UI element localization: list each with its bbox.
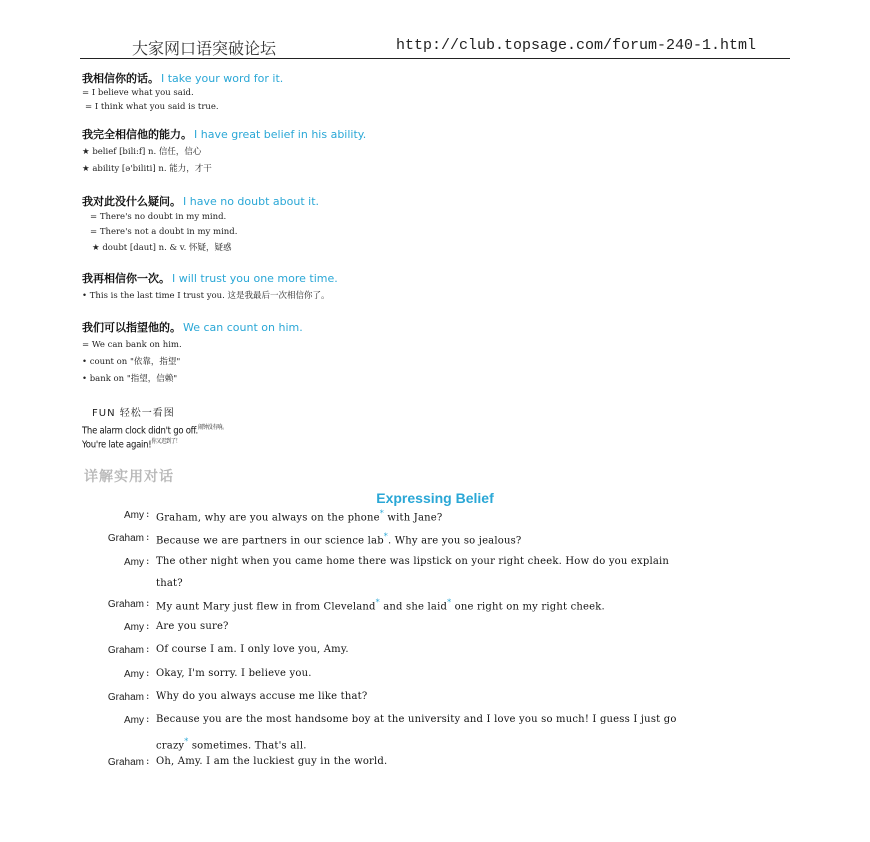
phrase-en: We can count on him. [183, 321, 303, 334]
phrase-block [82, 320, 303, 388]
line-text: Are you sure? [156, 621, 229, 632]
dialogue-line [0, 667, 870, 685]
phrase-title [82, 320, 303, 335]
colon: : [146, 668, 150, 679]
phrase-block [82, 127, 366, 178]
phrase-cn: 我相信你的话。 [82, 72, 159, 85]
line-text: The other night when you came home there was lipstick on your right cheek. How do you explain [156, 556, 670, 567]
phrase-note: ★ belief [bili:f] n. 信任，信心 [82, 147, 202, 157]
speaker-name: Graham [107, 692, 144, 703]
dialogue-line [0, 755, 870, 773]
phrase-note: = There's no doubt in my mind. [90, 212, 227, 222]
dialogue-line [0, 597, 870, 615]
footnote-star: * [447, 598, 452, 607]
phrase-note: ★ ability [ə'biliti] n. 能力，才干 [82, 164, 212, 174]
line-text: Because we are partners in our science lab*. Why are you so jealous? [156, 532, 522, 547]
colon: : [146, 691, 150, 702]
phrase-note: • This is the last time I trust you. 这是我最后一次相信你了。 [82, 291, 330, 301]
footnote-star: * [375, 598, 380, 607]
phrase-block [82, 71, 283, 114]
phrase-title [82, 194, 319, 209]
fun-line-text: The alarm clock didn't go off. [82, 425, 198, 437]
phrase-block [82, 194, 319, 256]
colon: : [146, 714, 150, 725]
line-text: Okay, I'm sorry. I believe you. [156, 668, 312, 679]
line-text: Of course I am. I only love you, Amy. [156, 644, 349, 655]
phrase-note: • bank on "指望，信赖" [82, 374, 178, 384]
fun-line-note: 你又迟到了！ [151, 438, 181, 446]
dialogue-line [0, 643, 870, 661]
footnote-star: * [383, 532, 388, 541]
colon: : [146, 621, 150, 632]
forum-url: http://club.topsage.com/forum-240-1.html [396, 37, 757, 54]
phrase-note: = There's not a doubt in my mind. [90, 227, 238, 237]
dialogue-line-continued [0, 736, 870, 754]
speaker-name: Amy [124, 622, 144, 633]
colon: : [146, 532, 150, 543]
phrase-block [82, 271, 338, 305]
speaker-name: Amy [124, 557, 144, 568]
speaker-name: Graham [107, 599, 144, 610]
line-text: Why do you always accuse me like that? [156, 691, 368, 702]
line-text: Because you are the most handsome boy at the university and I love you so much! I guess I just go [156, 714, 677, 725]
footnote-star: * [184, 737, 189, 746]
colon: : [146, 644, 150, 655]
phrase-note: = We can bank on him. [82, 340, 182, 350]
speaker-name: Amy [124, 715, 144, 726]
fun-title [92, 404, 175, 419]
phrase-cn: 我再相信你一次。 [82, 272, 170, 285]
colon: : [146, 756, 150, 767]
phrase-cn: 我完全相信他的能力。 [82, 128, 192, 141]
fun-line-note: 闹钟没有响。 [197, 424, 228, 431]
footnote-star: * [379, 509, 384, 518]
phrase-en: I have no doubt about it. [183, 195, 320, 208]
fun-title-text: FUN 轻松一看图 [92, 408, 175, 419]
phrase-note: • count on "依靠，指望" [82, 357, 181, 367]
phrase-en: I will trust you one more time. [172, 272, 338, 285]
line-text: Oh, Amy. I am the luckiest guy in the world. [156, 756, 388, 767]
dialogue-line-continued [0, 577, 870, 595]
page-header [80, 36, 790, 59]
section-title: 详解实用对话 [84, 469, 174, 485]
colon: : [146, 556, 150, 567]
dialogue-line [0, 690, 870, 708]
fun-line-text: You're late again! [82, 439, 152, 451]
line-text: crazy* sometimes. That's all. [156, 737, 307, 752]
site-name: 大家网口语突破论坛 [132, 39, 277, 58]
dialogue-line [0, 713, 870, 731]
phrase-note: = I believe what you said. [82, 88, 194, 98]
phrase-title [82, 127, 366, 142]
phrase-title [82, 271, 338, 286]
phrase-note: = I think what you said is true. [85, 102, 219, 112]
fun-line [82, 422, 227, 436]
dialogue-line [0, 508, 870, 526]
line-text: Graham, why are you always on the phone* with Jane? [156, 509, 443, 524]
dialogue-line [0, 531, 870, 549]
dialogue-line [0, 555, 870, 573]
phrase-en: I take your word for it. [161, 72, 284, 85]
line-text: that? [156, 578, 183, 589]
speaker-name: Graham [107, 757, 144, 768]
line-text: My aunt Mary just flew in from Cleveland* and she laid* one right on my right cheek. [156, 598, 605, 613]
speaker-name: Amy [124, 510, 144, 521]
speaker-name: Amy [124, 669, 144, 680]
fun-caption [82, 422, 253, 451]
speaker-name: Graham [107, 645, 144, 656]
speaker-name: Graham [107, 533, 144, 544]
fun-line [82, 436, 227, 450]
phrase-note: ★ doubt [daut] n. & v. 怀疑，疑惑 [92, 243, 232, 253]
phrase-cn: 我们可以指望他的。 [82, 321, 181, 334]
colon: : [146, 509, 150, 520]
dialogue-title: Expressing Belief [376, 490, 494, 506]
colon: : [146, 598, 150, 609]
phrase-en: I have great belief in his ability. [194, 128, 367, 141]
dialogue-line [0, 620, 870, 638]
phrase-cn: 我对此没什么疑问。 [82, 195, 181, 208]
phrase-title [82, 71, 283, 86]
